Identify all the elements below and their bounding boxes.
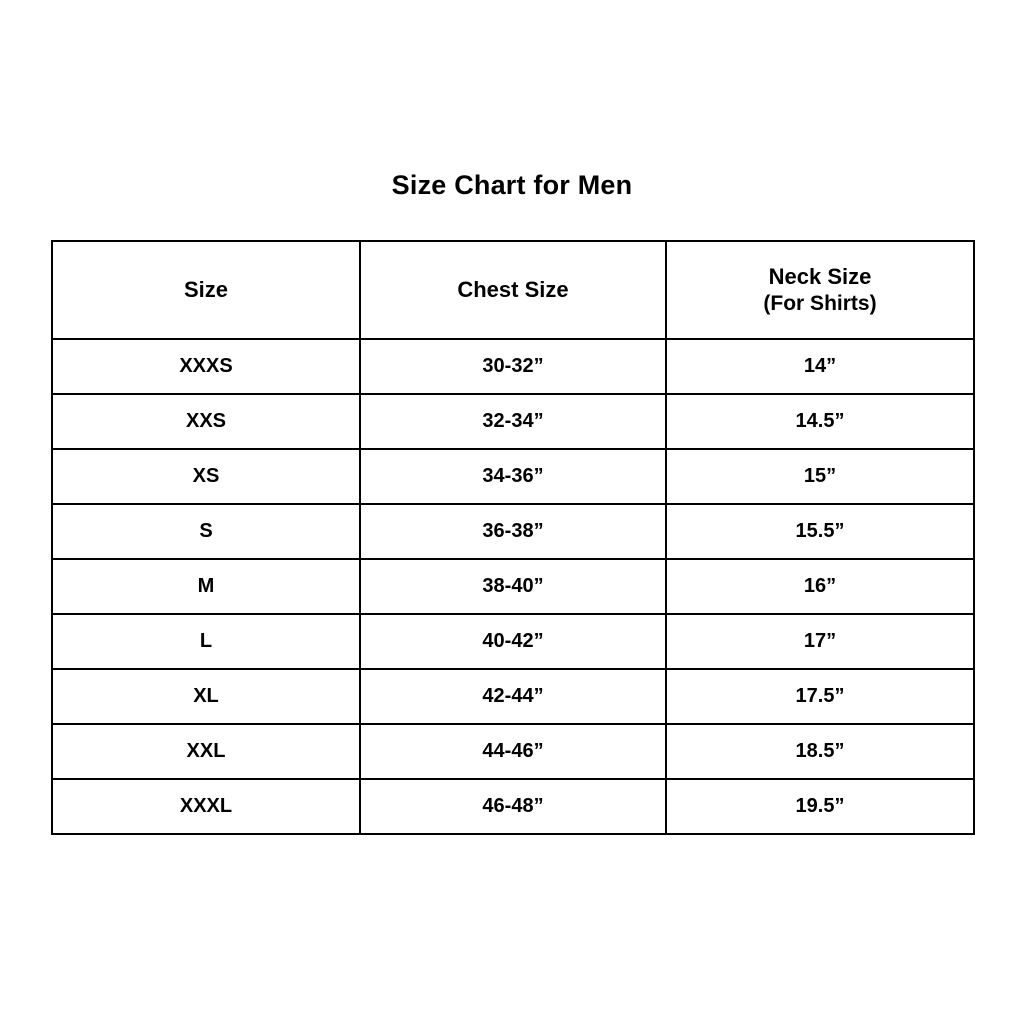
cell-size: S xyxy=(52,504,360,559)
cell-chest: 36-38” xyxy=(360,504,666,559)
table-row xyxy=(52,394,974,449)
column-header-neck-size-label: Neck Size xyxy=(768,264,872,290)
table-row xyxy=(52,559,974,614)
table-body xyxy=(52,339,974,834)
size-chart-table xyxy=(51,240,975,835)
column-header-size-label: Size xyxy=(183,277,229,303)
cell-chest: 40-42” xyxy=(360,614,666,669)
table-header xyxy=(52,241,974,339)
column-header-size xyxy=(52,241,360,339)
cell-chest: 44-46” xyxy=(360,724,666,779)
size-chart-table-wrapper xyxy=(51,240,973,835)
table-row xyxy=(52,779,974,834)
cell-chest: 34-36” xyxy=(360,449,666,504)
cell-chest: 32-34” xyxy=(360,394,666,449)
cell-neck: 15.5” xyxy=(666,504,974,559)
table-row xyxy=(52,724,974,779)
cell-size: XXXS xyxy=(52,339,360,394)
column-header-neck-size xyxy=(666,241,974,339)
cell-neck: 18.5” xyxy=(666,724,974,779)
cell-neck: 19.5” xyxy=(666,779,974,834)
cell-size: XL xyxy=(52,669,360,724)
table-header-row xyxy=(52,241,974,339)
cell-neck: 17.5” xyxy=(666,669,974,724)
table-row xyxy=(52,449,974,504)
cell-size: XXXL xyxy=(52,779,360,834)
cell-neck: 14.5” xyxy=(666,394,974,449)
cell-size: XXL xyxy=(52,724,360,779)
page-title: Size Chart for Men xyxy=(391,170,633,200)
cell-chest: 38-40” xyxy=(360,559,666,614)
cell-neck: 15” xyxy=(666,449,974,504)
column-header-chest-size xyxy=(360,241,666,339)
cell-size: XS xyxy=(52,449,360,504)
column-header-chest-size-label: Chest Size xyxy=(457,277,569,303)
column-header-neck-size-sublabel: (For Shirts) xyxy=(763,291,877,315)
cell-neck: 16” xyxy=(666,559,974,614)
table-row xyxy=(52,614,974,669)
cell-neck: 17” xyxy=(666,614,974,669)
cell-neck: 14” xyxy=(666,339,974,394)
cell-size: XXS xyxy=(52,394,360,449)
cell-size: L xyxy=(52,614,360,669)
cell-chest: 42-44” xyxy=(360,669,666,724)
cell-chest: 46-48” xyxy=(360,779,666,834)
cell-chest: 30-32” xyxy=(360,339,666,394)
table-row xyxy=(52,669,974,724)
table-row xyxy=(52,339,974,394)
cell-size: M xyxy=(52,559,360,614)
table-row xyxy=(52,504,974,559)
